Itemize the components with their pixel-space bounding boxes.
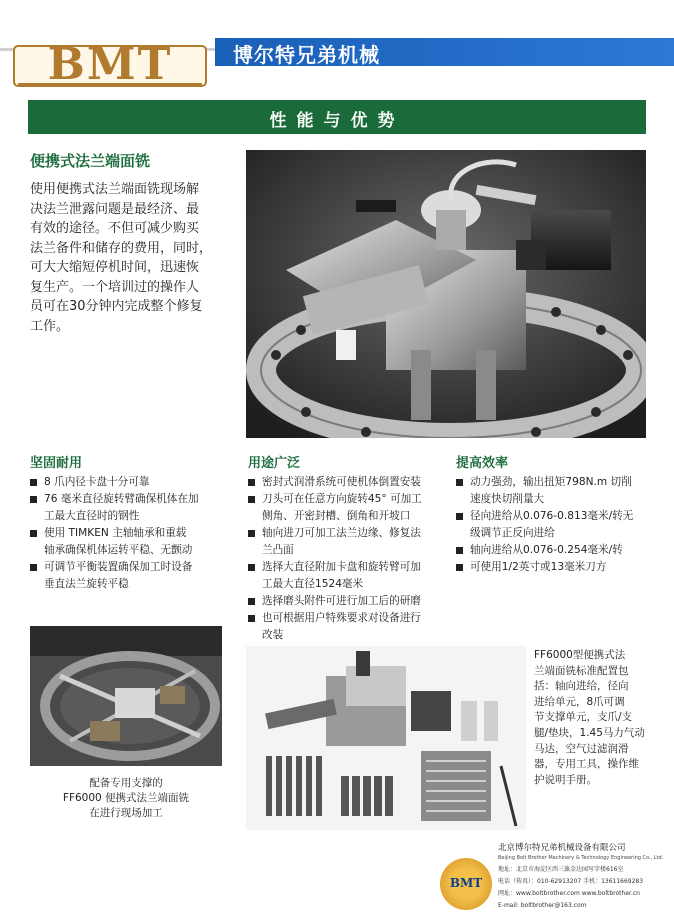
intro-line: 法兰备件和储存的费用，同时， <box>30 240 213 256</box>
list-item: 76 毫米直径旋转臂确保机体在加 工最大直径时的钢性 <box>30 491 235 525</box>
list-item: 使用 TIMKEN 主轴轴承和重载 轴承确保机体运转平稳、无颤动 <box>30 525 235 559</box>
list-item: 也可根据用户特殊要求对设备进行 改装 <box>248 610 453 644</box>
bmt-logo <box>10 40 210 90</box>
list-item: 动力强劲，输出扭矩798N.m 切削 速度快切削量大 <box>456 474 668 508</box>
company-name: 博尔特兄弟机械 <box>233 43 380 67</box>
kit-components-illustration <box>246 646 526 830</box>
company-name-en: Beijing Bolt Brother Machinery & Technology Engineering Co., Ltd. <box>498 855 664 861</box>
section-banner <box>28 100 646 134</box>
versatile-title: 用途广泛 <box>248 456 301 471</box>
efficient-title: 提高效率 <box>456 456 509 471</box>
list-item: 可使用1/2英寸或13毫米刀方 <box>456 559 668 576</box>
list-item: 可调节平衡装置确保加工时设备 垂直法兰旋转平稳 <box>30 559 235 593</box>
list-item: 选择磨头附件可进行加工后的研磨 <box>248 593 453 610</box>
efficient-list <box>456 474 668 576</box>
intro-line: 有效的途径。不但可减少购买 <box>30 221 200 236</box>
durable-list <box>30 474 235 593</box>
field-work-photo <box>30 626 222 766</box>
bmt-badge-logo: BMT <box>440 858 492 910</box>
logo-text: BMT <box>47 39 173 90</box>
durable-title: 坚固耐用 <box>30 456 83 471</box>
list-item: 8 爪内径卡盘十分可靠 <box>30 474 235 491</box>
company-website: 网址：www.boltbrother.com www.boltbrother.cn <box>498 890 640 897</box>
kit-contents-photo <box>246 646 526 830</box>
versatile-list <box>248 474 453 644</box>
company-phone: 电话（传真）：010-62913207 手机：13611669283 <box>498 878 644 885</box>
field-photo-caption: 配备专用支撑的 FF6000 便携式法兰端面铣 在进行现场加工 <box>62 777 190 819</box>
list-item: 轴向进给从0.076-0.254毫米/转 <box>456 542 668 559</box>
product-intro <box>30 180 240 336</box>
intro-line: 工作。 <box>30 318 70 334</box>
company-address: 地址：北京市海淀区西三旗金达园写字楼616室 <box>498 866 624 873</box>
field-machining-illustration <box>30 626 222 766</box>
company-name-cn: 北京博尔特兄弟机械设备有限公司 <box>498 843 626 853</box>
kit-description: FF6000型便携式法 兰端面铣标准配置包 括：轴向进给，径向 进给单元，8爪可调 节支撑单元，支爪/支 腿/垫块，1.45马力气动 马达，空气过滤润滑 器，专用工具，操作维 护说明手册。 <box>534 649 645 786</box>
company-email: E-mail: boltbrother@163.com <box>498 902 587 909</box>
intro-line: 使用便携式法兰端面铣现场解 <box>30 182 200 197</box>
list-item: 刀头可在任意方向旋转45° 可加工 侧角、开密封槽、倒角和开坡口 <box>248 491 453 525</box>
list-item: 密封式润滑系统可使机体倒置安装 <box>248 474 453 491</box>
list-item: 选择大直径附加卡盘和旋转臂可加 工最大直径1524毫米 <box>248 559 453 593</box>
intro-line: 员可在30分钟内完成整个修复 <box>30 299 203 314</box>
main-product-photo <box>246 150 646 438</box>
flange-facer-illustration <box>246 150 646 438</box>
intro-line: 复生产。一个培训过的操作人 <box>30 279 200 295</box>
intro-line: 决法兰泄露问题是最经济、最 <box>30 201 200 217</box>
banner-title: 性能与优势 <box>269 111 405 131</box>
product-title: 便携式法兰端面铣 <box>30 152 151 170</box>
list-item: 轴向进刀可加工法兰边缘、修复法 兰凸面 <box>248 525 453 559</box>
intro-line: 可大大缩短停机时间，迅速恢 <box>30 260 200 275</box>
list-item: 径向进给从0.076-0.813毫米/转无 级调节正反向进给 <box>456 508 668 542</box>
header-band <box>215 38 674 66</box>
